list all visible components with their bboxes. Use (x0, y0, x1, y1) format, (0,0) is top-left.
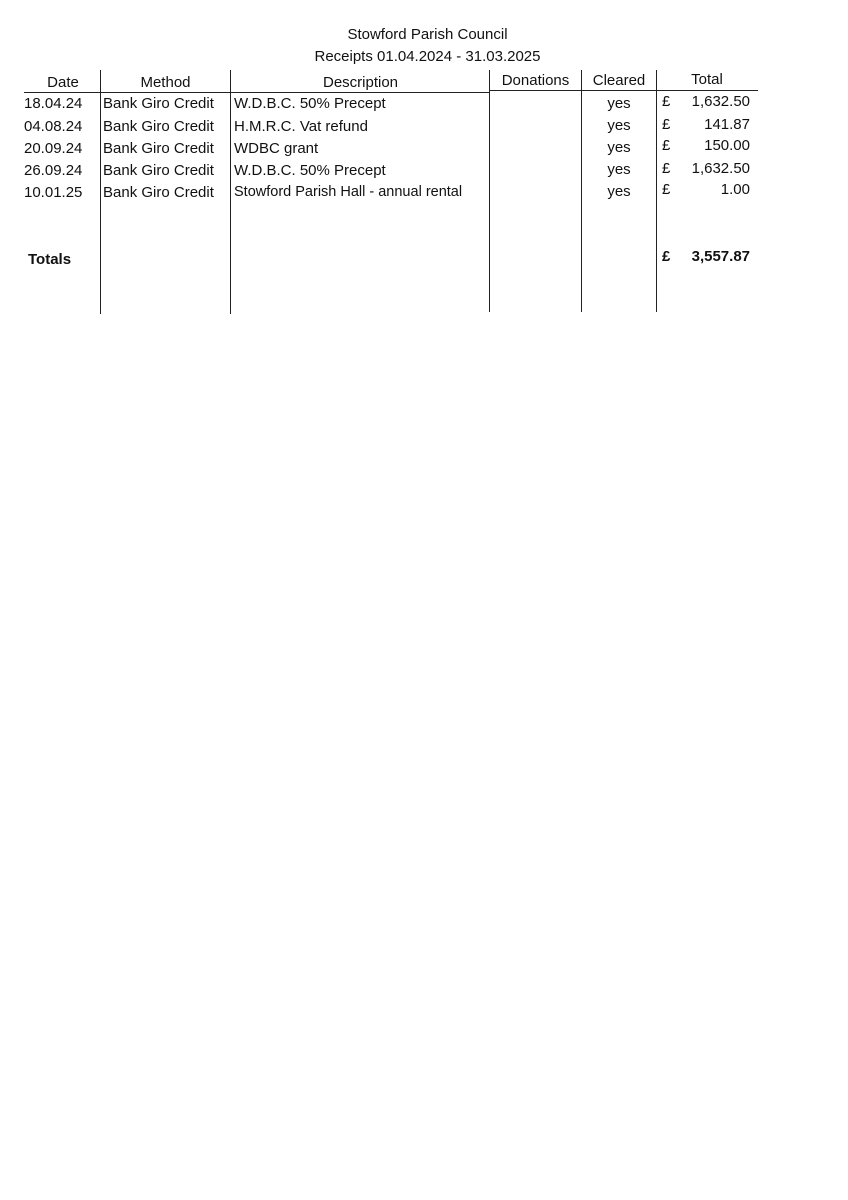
cell-method: Bank Giro Credit (103, 95, 214, 112)
cell-amount: 141.87 (704, 116, 750, 133)
header-cleared: Cleared (592, 72, 646, 89)
cell-method: Bank Giro Credit (103, 140, 214, 157)
cell-currency: £ (662, 116, 671, 133)
header-rule (24, 92, 489, 93)
cell-currency: £ (662, 137, 671, 154)
header-description: Description (322, 74, 399, 91)
header-total: Total (691, 71, 723, 88)
cell-date: 26.09.24 (24, 162, 83, 179)
cell-method: Bank Giro Credit (103, 162, 214, 179)
divider-method (100, 70, 101, 314)
header-rule-right (489, 90, 758, 91)
cell-amount: 150.00 (704, 137, 750, 154)
divider-donations (489, 70, 490, 312)
cell-cleared: yes (607, 183, 631, 200)
cell-date: 18.04.24 (24, 95, 83, 112)
divider-description (230, 70, 231, 314)
cell-cleared: yes (607, 139, 631, 156)
cell-cleared: yes (607, 95, 631, 112)
cell-cleared: yes (607, 117, 631, 134)
cell-method: Bank Giro Credit (103, 184, 214, 201)
cell-description: H.M.R.C. Vat refund (234, 118, 368, 135)
cell-description: WDBC grant (234, 140, 319, 157)
cell-date: 04.08.24 (24, 118, 83, 135)
cell-currency: £ (662, 93, 671, 110)
cell-description: W.D.B.C. 50% Precept (234, 95, 386, 112)
cell-description: W.D.B.C. 50% Precept (234, 162, 386, 179)
cell-currency: £ (662, 160, 671, 177)
totals-amount: 3,557.87 (691, 248, 750, 265)
cell-date: 10.01.25 (24, 184, 83, 201)
cell-currency: £ (662, 181, 671, 198)
cell-date: 20.09.24 (24, 140, 83, 157)
cell-amount: 1,632.50 (691, 160, 750, 177)
document-subtitle: Receipts 01.04.2024 - 31.03.2025 (314, 48, 541, 65)
header-donations: Donations (501, 72, 570, 89)
cell-description: Stowford Parish Hall - annual rental (234, 184, 463, 200)
totals-label: Totals (28, 251, 72, 268)
cell-method: Bank Giro Credit (103, 118, 214, 135)
totals-currency: £ (662, 248, 671, 265)
header-method: Method (140, 74, 191, 91)
divider-total (656, 70, 657, 312)
document-title: Stowford Parish Council (347, 26, 508, 43)
cell-amount: 1,632.50 (691, 93, 750, 110)
cell-cleared: yes (607, 161, 631, 178)
header-date: Date (47, 74, 79, 91)
cell-amount: 1.00 (720, 181, 750, 198)
